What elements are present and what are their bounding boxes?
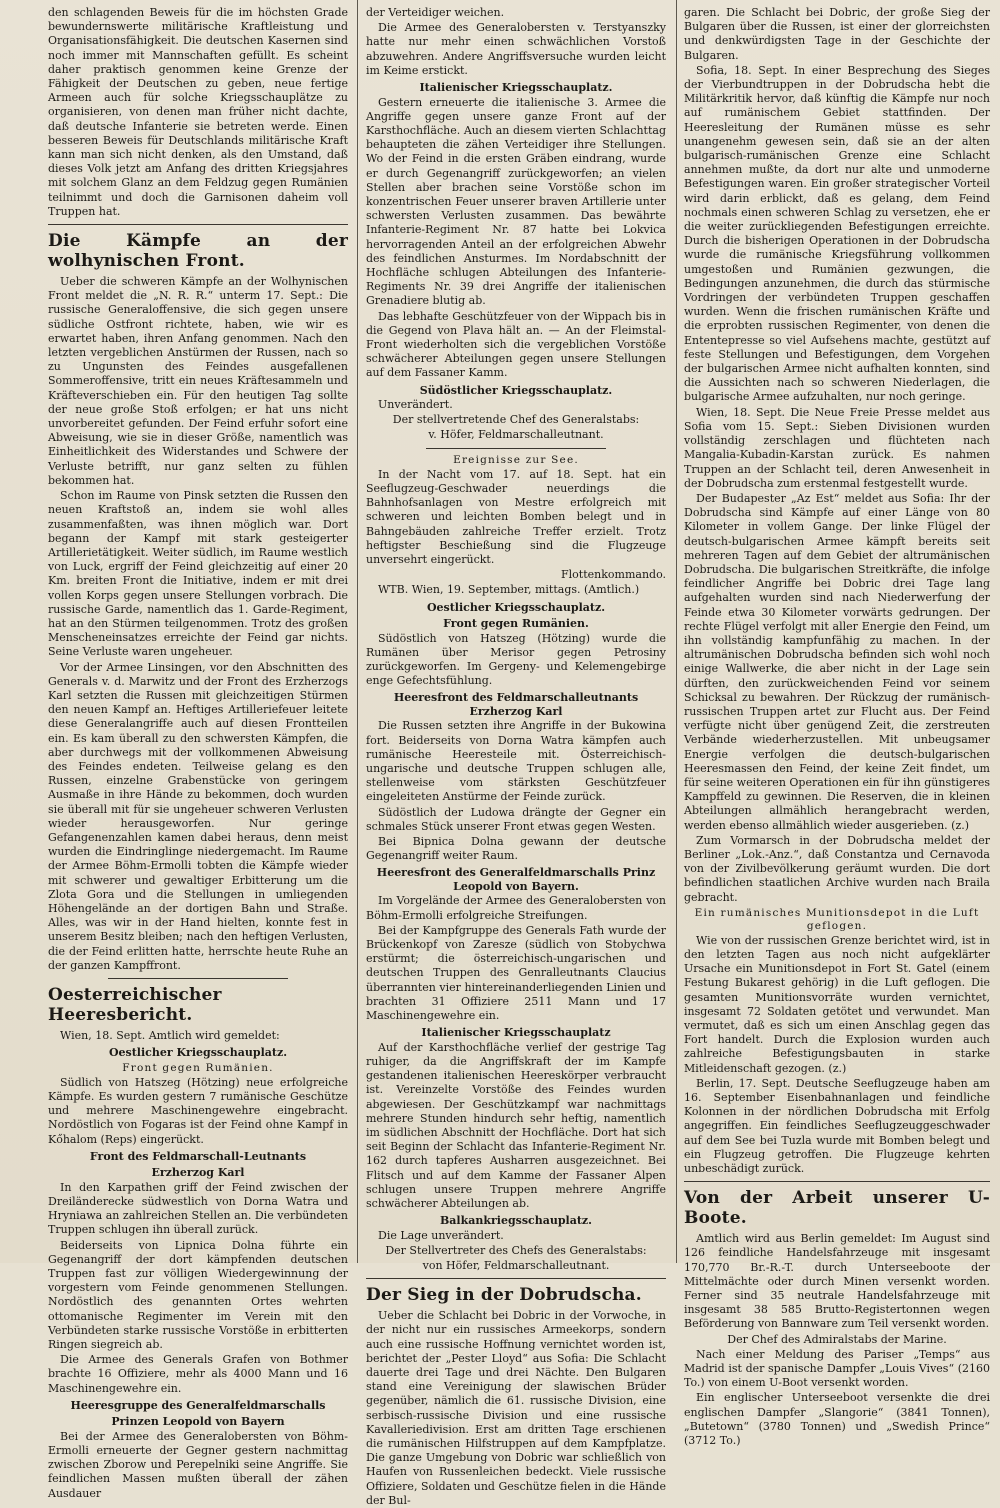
paragraph: Gestern erneuerte die italienische 3. Armee die Angriffe gegen unsere ganze Front auf der Karsthochfläche. Auch an diesem vierten Schlachttag behaupteten die zähen Verteidiger ihre Stellungen. Wo der Feind in die ersten Gräben eindrang, wurde er durch Gegenangriff zurückgeworfen; an vielen Stellen aber brachen seine Vorstöße schon im konzentrischen Feuer unserer braven Artillerie unter schwersten Verlusten zusammen. Das bewährte Infanterie-Regiment Nr. 87 hatte bei Lokvica hervorragenden Anteil an der erfolgreichen Abwehr des feindlichen Ansturmes. Im Nordabschnitt der Hochfläche schlugen Abteilungen des Infanterie-Regiments Nr. 39 drei Angriffe der italienischen Grenadiere blutig ab.: [366, 95, 666, 308]
signature: Der Stellvertreter des Chefs des Generalstabs:: [385, 1243, 647, 1257]
subheading: Ereignisse zur See.: [453, 453, 579, 466]
subheading: Heeresfront des Feldmarschalleutnants Erzherzog Karl: [393, 691, 639, 718]
paragraph: Der Budapester „Az Est“ meldet aus Sofia: Ihr der Dobrudscha sind Kämpfe auf einer Länge von 80 Kilometer in vollem Gange. Der linke Flügel der deutsch-bulgarischen Armee kämpft bereits seit mehreren Tagen auf dem Gebiet der altrumänischen Dobrudscha. Die bulgarischen Streitkräfte, die infolge feindlicher Angriffe bei Dobric drei Tage lang aufgehalten wurden sind nach Niederwerfung der Feinde etwa 30 Kilometer vorwärts gedrungen. Der rechte Flügel verfolgt mit aller Energie den Feind, um ihn vollständig kampfunfähig zu machen. In der altrumänischen Dobrudscha befinden sich wohl noch einige Wallwerke, die aber nicht in der Lage sein dürften, den zurückweichenden Feind vor seinem Schicksal zu bewahren. Der Rückzug der rumänisch-russischen Truppen artet zur Flucht aus. Der Feind verfügte nicht über genügend Zeit, die zerstreuten Verbände wiederherzustellen. Mit unbeugsamer Energie verfolgen die deutsch-bulgarischen Heeresmassen den Feind, der keine Zeit findet, um für seine weiteren Operationen ein für ihn günstigeres Kampffeld zu gewinnen. Die Reserven, die in kleinen Abteilungen allmählich herangebracht werden, werden ebenso allmählich wieder ausgerieben. (z.): [684, 491, 990, 832]
paragraph: den schlagenden Beweis für die im höchsten Grade bewundernswerte militärische Kraftleistung und Organisationsfähigkeit. Die deutschen Kasernen sind noch immer mit Mannschaften gefüllt. Es scheint daher praktisch genommen keine Grenze der Fähigkeit der Deutschen zu geben, neue fertige Armeen auch für solche Kriegsschauplätze zu organisieren, von denen man früher nicht dachte, daß deutsche Infanterie sie betreten werde. Einen besseren Beweis für Deutschlands militärische Kraft kann man sich nicht denken, als den Umstand, daß dieses Volk jetzt am Anfang des dritten Kriegsjahres mit solchem Glanz an dem Feldzug gegen Rumänien teilnimmt und doch die Garnisonen daheim voll Truppen hat.: [48, 6, 348, 218]
signature: von Höfer, Feldmarschalleutnant.: [422, 1259, 610, 1273]
headline-oesterr-heeresbericht: Oesterreichischer Heeresbericht.: [48, 985, 222, 1025]
headline-uboote: Von der Arbeit unserer U-Boote.: [684, 1188, 990, 1229]
signature: Der stellvertretende Chef des Generalstabs:: [392, 413, 640, 427]
subheading: Oestlicher Kriegsschauplatz.: [108, 1046, 288, 1060]
paragraph: Die Russen setzten ihre Angriffe in der Bukowina fort. Beiderseits von Dorna Watra kämpfen auch rumänische Heeresteile mit. Österreichisch-ungarische und deutsche Truppen schlugen alle, stellenweise vom stärksten Geschützfeuer eingeleiteten Anstürme der Feinde zurück.: [366, 719, 666, 804]
paragraph: Ueber die schweren Kämpfe an der Wolhynischen Front meldet die „N. R. R.“ unterm 17. Sept.: Die russische Generaloffensive, die sich gegen unsere südliche Ostfront richtete, haben, wie wir es erwartet haben, ihren Anfang genommen. Nach den letzten vergeblichen Anstürmen der Russen, nach so zu Ungunsten des Feindes ausgefallenen Sommeroffensive, tritt ein neues Kräftesammeln und Kräfteverschieben ein. Für den heutigen Tag sollte der neue große Stoß erfolgen; er hat uns nicht unvorbereitet gefunden. Der Feind erfuhr sofort eine Abweisung, wie sie in dieser Größe, namentlich was Einheitlichkeit des Widerstandes und Schwere der Verluste betrifft, nur ganz selten zu fühlen bekommen hat.: [48, 275, 348, 487]
subheading: Balkankriegsschauplatz.: [440, 1214, 592, 1228]
subheading: Oestlicher Kriegsschauplatz.: [426, 600, 606, 614]
paragraph: Bei der Armee des Generalobersten von Böhm-Ermolli erneuerte der Gegner gestern nachmittag zwischen Zborow und Perepelniki seine Angriffe. Sie feindlichen Massen mußten überall der zähen Ausdauer: [48, 1429, 348, 1500]
paragraph: In der Nacht vom 17. auf 18. Sept. hat ein Seeflugzeug-Geschwader neuerdings die Bahnhofsanlagen von Mestre erfolgreich mit schweren und leichten Bomben belegt und in Bahngebäuden zahlreiche Treffer erzielt. Trotz heftigster Beschießung sind die Flugzeuge unversehrt eingerückt.: [366, 467, 666, 566]
signature: Flottenkommando.: [561, 568, 666, 582]
paragraph: Schon im Raume von Pinsk setzten die Russen den neuen Kraftstoß an, indem sie wohl alles zusammenfaßten, was ihnen möglich war. Dort begann der Kampf mit stark gesteigerter Artillerietätigkeit. Weiter südlich, im Raume westlich von Luck, ergriff der Feind gleichzeitig auf einer 20 Km. breiten Front die Initiative, indem er mit drei vollen Korps gegen unsere Stellungen vorbrach. Die russische Garde, namentlich das 1. Garde-Regiment, hat an den Stürmen teilgenommen. Trotz des großen Menscheneinsatzes erreichte der Feind gar nichts. Seine Verluste waren ungeheuer.: [48, 489, 348, 659]
paragraph: Die Armee des Generalobersten v. Terstyanszky hatte nur mehr einen schwächlichen Vorstoß abzuwehren. Andere Angriffsversuche wurden leicht im Keime erstickt.: [366, 21, 666, 77]
paragraph: Auf der Karsthochfläche verlief der gestrige Tag ruhiger, da die Angriffskraft der im Kampfe gestandenen italienischen Heereskörper verbraucht ist. Vereinzelte Vorstöße des Feindes wurden abgewiesen. Der Geschützkampf war nachmittags mehrere Stunden hindurch sehr heftig, namentlich im südlichen Abschnitt der Hochfläche. Dort hat sich seit Beginn der Schlacht das Infanterie-Regiment Nr. 162 durch tapferes Ausharren ausgezeichnet. Bei Flitsch und auf dem Kamme der Fassaner Alpen schlugen unsere Truppen mehrere Angriffe schwächerer Abteilungen ab.: [366, 1040, 666, 1210]
divider: [684, 1181, 990, 1182]
column-rule: [676, 0, 677, 1263]
paragraph: Nach einer Meldung des Pariser „Temps“ aus Madrid ist der spanische Dampfer „Louis Vives“ (2160 To.) von einem U-Boot versenkt worden.: [684, 1347, 990, 1390]
paragraph: Südlich von Hatszeg (Hötzing) neue erfolgreiche Kämpfe. Es wurden gestern 7 rumänische Geschütze und mehrere Maschinengewehre eingebracht. Nordöstlich von Fogaras ist der Feind ohne Kampf in Kőhalom (Reps) eingerückt.: [48, 1075, 348, 1146]
paragraph: Die Lage unverändert.: [378, 1228, 504, 1242]
dateline: Wien, 18. Sept. Amtlich wird gemeldet:: [60, 1029, 280, 1042]
paragraph: Südöstlich von Hatszeg (Hötzing) wurde die Rumänen über Merisor gegen Petrosiny zurückgeworfen. Im Gergeny- und Kelemengebirge enge Gefechtsfühlung.: [366, 631, 666, 688]
subheading: Front gegen Rumänien.: [122, 1061, 274, 1074]
dateline: WTB. Wien, 19. September, mittags. (Amtlich.): [378, 583, 640, 597]
subheading: Front gegen Rumänien.: [443, 617, 589, 631]
divider: [426, 448, 606, 449]
paragraph: Sofia, 18. Sept. In einer Besprechung des Sieges der Vierbundtruppen in der Dobrudscha hebt die Militärkritik hervor, daß künftig die Kämpfe nur noch auf rumänischem Gebiet stattfinden. Der Heeresleitung der Rumänen müsse es sehr unangenehm gewesen sein, daß sie an der alten bulgarisch-rumänischen Grenze eine Schlacht annehmen mußte, da dort nur alte und unmoderne Befestigungen waren. Ein großer strategischer Vorteil wird darin erblickt, daß es gelang, dem Feind nochmals einen schweren Schlag zu versetzen, ehe er die weiter zurückliegenden Befestigungen erreichte. Durch die bisherigen Operationen in der Dobrudscha wurde die rumänische Kriegsführung vollkommen umgestoßen und Rumänien gezwungen, die Bedingungen anzunehmen, die durch das stürmische Vordringen der verbündeten Truppen geschaffen wurden. Wenn die frischen rumänischen Kräfte und die erprobten russischen Regimenter, von denen die Ententepresse so viel Aufsehens machte, gestützt auf feste Stellungen und Befestigungen, dem Vorgehen der bulgarischen Armee nicht aufhalten konnten, sind die Aussichten nach so schweren Niederlagen, die bulgarische Armee aufzuhalten, nur noch geringe.: [684, 63, 990, 404]
paragraph: Das lebhafte Geschützfeuer von der Wippach bis in die Gegend von Plava hält an. — An der Fleimstal-Front wiederholten sich die vergeblichen Vorstöße schwächerer Abteilungen gegen unsere Stellungen auf dem Fassaner Kamm.: [366, 309, 666, 380]
paragraph: der Verteidiger weichen.: [366, 6, 505, 19]
paragraph: Wie von der russischen Grenze berichtet wird, ist in den letzten Tagen aus noch nicht aufgeklärter Ursache ein Munitionsdepot in Fort St. Gatel (einem Festung Bukarest gehörig) in die Luft geflogen. Die gesamten Munitionsvorräte wurden vernichtet, insgesamt 72 Soldaten getötet und verwundet. Man vermutet, daß es sich um einen Anschlag gegen das Fort handelt. Durch die Explosion wurden auch zahlreiche Befestigungsbauten in starke Mitleidenschaft gezogen. (z.): [684, 933, 990, 1075]
divider: [108, 978, 288, 979]
paragraph: Ein englischer Unterseeboot versenkte die drei englischen Dampfer „Slangorie“ (3841 Tonnen), „Butetown“ (3780 Tonnen) und „Swedish Prince“ (3712 To.): [684, 1391, 990, 1448]
headline-wolhynien: Die Kämpfe an der wolhynischen Front.: [48, 231, 348, 272]
paragraph: garen. Die Schlacht bei Dobric, der große Sieg der Bulgaren über die Russen, ist einer der glorreichsten und denkwürdigsten Tage in der Geschichte der Bulgaren.: [684, 6, 990, 62]
subheading: Prinzen Leopold von Bayern: [111, 1415, 285, 1429]
signature: v. Höfer, Feldmarschalleutnant.: [428, 428, 604, 442]
paragraph: In den Karpathen griff der Feind zwischen der Dreiländerecke südwestlich von Dorna Watra und Hryniawa an zahlreichen Stellen an. Die verbündeten Truppen schlugen ihn überall zurück.: [48, 1180, 348, 1237]
paragraph: Im Vorgelände der Armee des Generalobersten von Böhm-Ermolli erfolgreiche Streifungen.: [366, 894, 666, 922]
paragraph: Ueber die Schlacht bei Dobric in der Vorwoche, in der nicht nur ein russisches Armeekorps, sondern auch eine russische Hoffnung vernichtet worden ist, berichtet der „Pester Lloyd“ aus Sofia: Die Schlacht dauerte drei Tage und drei Nächte. Den Bulgaren stand eine Vereinigung der slawischen Brüder gegenüber, nämlich die 61. russische Division, eine serbisch-russische Division und eine russische Kavalleriedivision. Erst am dritten Tage erschienen die rumänischen Hilfstruppen auf dem Kampfplatze. Die ganze Umgebung von Dobric war schließlich von Haufen von Russenleichen bedeckt. Viele russische Offiziere, Soldaten und Geschütze fielen in die Hände der Bul-: [366, 1309, 666, 1507]
paragraph: Berlin, 17. Sept. Deutsche Seeflugzeuge haben am 16. September Eisenbahnanlagen und feindliche Kolonnen in der nördlichen Dobrudscha mit Erfolg angegriffen. Ein feindliches Seeflugzeuggeschwader auf dem See bei Tuzla wurde mit Bomben belegt und ein Flugzeug getroffen. Die Flugzeuge kehrten unbeschädigt zurück.: [684, 1076, 990, 1176]
paragraph: Vor der Armee Linsingen, vor den Abschnitten des Generals v. d. Marwitz und der Front des Erzherzogs Karl setzten die Russen mit gleichzeitigen Stürmen den neuen Kampf an. Heftiges Artilleriefeuer leitete diese Generalangriffe auch auf diesen Frontteilen ein. Es kam überall zu den schwersten Kämpfen, die aber durchwegs mit der vollkommenen Abweisung des Feindes endeten. Teilweise gelang es den Russen, einzelne Grabenstücke von geringem Ausmaße in ihre Hände zu bekommen, doch wurden sie überall mit für sie ungeheuer schweren Verlusten wieder herausgeworfen. Nur geringe Gefangenenzahlen kamen dabei heraus, denn meist wurden die Eindringlinge niedergemacht. Im Raume der Armee Böhm-Ermolli tobten die Kämpfe wieder mit schwerer und gewaltiger Erbitterung um die Zlota Gora und die Stellungen in umliegenden Höhengelände an der dortigen Bahn und Straße. Alles, was wir in der Hand hielten, konnte fest in unserem Besitz bleiben; nach den heftigen Verlusten, die der Feind erlitten hatte, herrschte heute Ruhe an der ganzen Kampffront.: [48, 660, 348, 972]
paragraph: Beiderseits von Lipnica Dolna führte ein Gegenangriff der dort kämpfenden deutschen Truppen fast zur völligen Wiedergewinnung der vorgestern vom Feinde genommenen Stellungen. Nordöstlich des genannten Ortes wehrten ottomanische Regimenter im Verein mit den Verbündeten starke russische Vorstöße in erbitterten Ringen siegreich ab.: [48, 1238, 348, 1351]
subheading: Erzherzog Karl: [151, 1166, 245, 1180]
signature: Der Chef des Admiralstabs der Marine.: [727, 1332, 947, 1346]
paragraph: Bei der Kampfgruppe des Generals Fath wurde der Brückenkopf von Zaresze (südlich von Stobychwa erstürmt; die österreichisch-ungarischen und deutschen Truppen des Genralleutnants Claucius überrannten vier hintereinanderliegenden Linien und brachten 31 Offiziere 2511 Mann und 17 Maschinengewehre ein.: [366, 923, 666, 1022]
column-rule: [357, 0, 358, 1263]
paragraph: Amtlich wird aus Berlin gemeldet: Im August sind 126 feindliche Handelsfahrzeuge mit insgesamt 170,770 Br.-R.-T. durch Unterseeboote der Mittelmächte oder durch Minen versenkt worden. Ferner sind 35 neutrale Handelsfahrzeuge mit insgesamt 38 585 Brutto-Registertonnen wegen Beförderung von Bannware zum Teil versenkt worden.: [684, 1232, 990, 1331]
paragraph: Wien, 18. Sept. Die Neue Freie Presse meldet aus Sofia vom 15. Sept.: Sieben Divisionen wurden vollständig zerschlagen und flüchteten nach Mangalia-Kubadin-Karstan zurück. Es nahmen Truppen an der Schlacht teil, deren Anwesenheit in der Dobrudscha zum erstenmal festgestellt wurde.: [684, 405, 990, 490]
paragraph: Zum Vormarsch in der Dobrudscha meldet der Berliner „Lok.-Anz.“, daß Constantza und Cernavoda von der Zivilbevölkerung geräumt wurden. Die dort befindlichen staatlichen Archive wurden nach Braila gebracht.: [684, 833, 990, 904]
column-3: [684, 6, 990, 1448]
divider: [366, 1278, 666, 1279]
column-1: [48, 6, 348, 1500]
paragraph: Bei Bipnica Dolna gewann der deutsche Gegenangriff weiter Raum.: [366, 834, 666, 863]
paragraph: Unverändert.: [378, 398, 453, 412]
paragraph: Südöstlich der Ludowa drängte der Gegner ein schmales Stück unserer Front etwas gegen Westen.: [366, 805, 666, 833]
headline-dobrudscha: Der Sieg in der Dobrudscha.: [366, 1285, 642, 1306]
subheading: Ein rumänisches Munitionsdepot in die Luft geflogen.: [694, 906, 980, 932]
subheading: Front des Feldmarschall-Leutnants: [89, 1149, 307, 1163]
subheading: Südöstlicher Kriegsschauplatz.: [419, 383, 613, 397]
subheading: Heeresgruppe des Generalfeldmarschalls: [70, 1398, 326, 1412]
subheading: Italienischer Kriegsschauplatz.: [419, 81, 613, 95]
subheading: Heeresfront des Generalfeldmarschalls Prinz Leopold von Bayern.: [376, 866, 656, 893]
paragraph: Die Armee des Generals Grafen von Bothmer brachte 16 Offiziere, mehr als 4000 Mann und 16 Maschinengewehre ein.: [48, 1353, 348, 1395]
column-2: [366, 6, 666, 1507]
divider: [48, 224, 348, 225]
subheading: Italienischer Kriegsschauplatz: [421, 1026, 611, 1040]
